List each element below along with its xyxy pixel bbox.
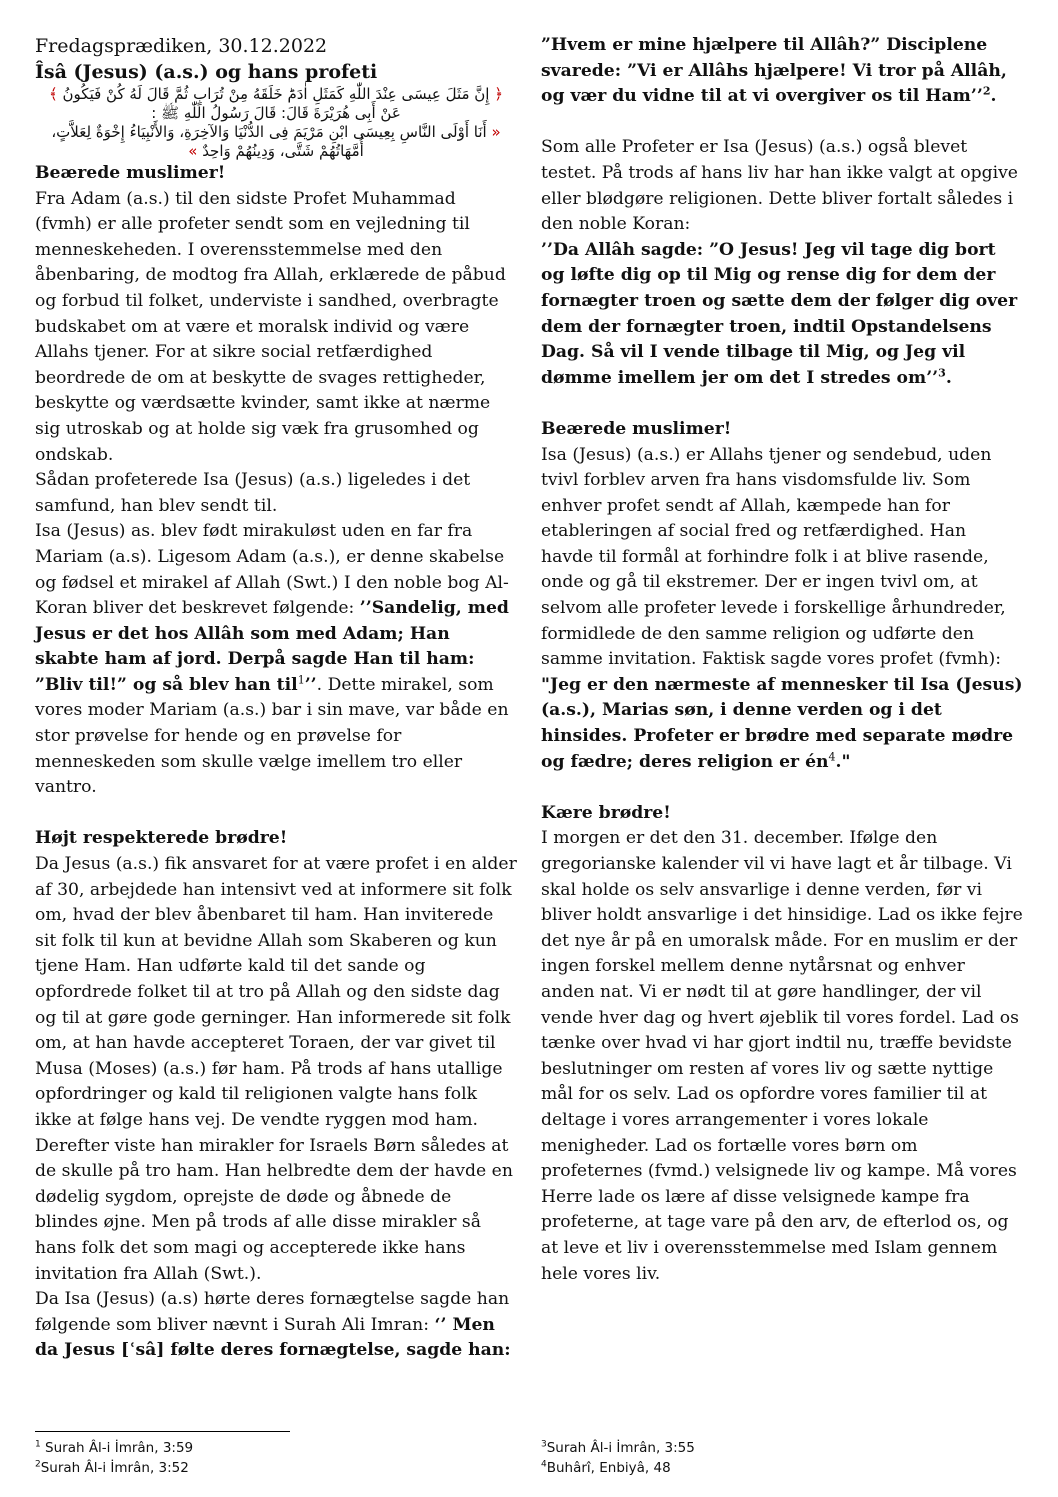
quran-quote-3-55	[541, 238, 1023, 392]
paragraph-prophets: Fra Adam (a.s.) til den sidste Profet Muhammad (fvmh) er alle profeter sendt som en vejledning til menneskeheden. I overensstemmelse med den åbenbaring, de modtog fra Allah, erklærede de påbud og forbud til folket, underviste i sandhed, overbragte budskabet om at være et moralsk individ og være Allahs tjener. For at sikre social retfærdighed beordrede de om at beskytte de svages rettigheder, beskytte og værdsætte kvinder, samt ikke at nærme sig utroskab og at holde sig væk fra grusomhed og ondskab.	[35, 188, 506, 465]
arabic-hadith-text: أَنَا أَوْلَى النَّاسِ بِعِيسَى ابْنِ مَرْيَمَ فِى الدُّنْيَا وَالآخِرَةِ، وَالأَنْبِيَاءُ إِخْوَةٌ لِعَلاَّتٍ، أُمَّهَاتُهُمْ شَتَّى، وَدِينُهُمْ وَاحِدٌ	[51, 123, 487, 160]
paragraph-miracles: Derefter viste han mirakler for Israels Børn således at de skulle på tro ham. Han helbredte dem der havde en dødelig sygdom, oprejste de døde og åbnede de blindes øjne. Men på trods af alle disse mirakler så hans folk det som magi og accepterede ikke hans invitation fra Allah (Swt.).	[35, 1135, 513, 1284]
hadith-quote-close: »	[188, 142, 198, 160]
sermon-date: Fredagsprædiken, 30.12.2022	[35, 35, 328, 57]
footnote-number: 2	[35, 1459, 41, 1470]
text-segment: . Dette mirakel, som vores moder Mariam (a.s.) bar i sin mave, var både en stor prøvelse for hende og en prøvelse for menneskeden som skulle vælge imellem tro eller vantro.	[35, 674, 509, 798]
footnote-text: Buhârî, Enbiyâ, 48	[546, 1460, 671, 1476]
footnote-number: 3	[541, 1439, 547, 1450]
footnote-separator	[35, 1431, 290, 1432]
footnote-ref-2: 2	[982, 84, 991, 98]
arabic-quran-verse	[35, 85, 517, 104]
text-segment: ”Hvem er mine hjælpere til Allâh?” Disciplene svarede: ”Vi er Allâhs hjælpere! Vi tror på Allâh, og vær du vidne til at vi overgiver os til Ham	[541, 35, 1007, 107]
hadith-quote: Jeg er den nærmeste af mennesker til Isa (Jesus) (a.s.), Marias søn, i denne verden og i det hinsides. Profeter er brødre med separate mødre og fædre; deres religion er én	[541, 674, 1023, 772]
paragraph-miracle-birth	[35, 519, 517, 801]
text-segment: ’’Da Allâh sagde: ”O Jesus! Jeg vil tage dig bort og løfte dig op til Mig og rense dig for dem der fornægter troen og sætte dem der følger dig over dem der fornægter troen, indtil Opstandelsens Dag. Så vil I vende tilbage til Mig, og Jeg vil dømme imellem jer om det I stredes om	[541, 239, 1018, 388]
paragraph-tested: Som alle Profeter er Isa (Jesus) (a.s.) også blevet testet. På trods af hans liv har han ikke valgt at opgive eller blødgøre religionen. Dette bliver fortalt således i den noble Koran:	[541, 137, 1018, 235]
quran-quote-3-59: Sandelig, med Jesus er det hos Allâh som med Adam; Han skabte ham af jord. Derpå sagde Han til ham: ”Bliv til!” og så blev han til	[35, 598, 509, 695]
heading-honored-muslims-2: Beærede muslimer!	[541, 418, 732, 439]
paragraph-isa-society: Sådan profeterede Isa (Jesus) (a.s.) ligeledes i det samfund, han blev sendt til.	[35, 470, 471, 516]
heading-respected-brothers: Højt respekterede brødre!	[35, 828, 288, 849]
footnote-ref-3: 3	[938, 365, 946, 379]
arabic-narrator: عَنْ أَبِى هُرَيْرَةَ قَالَ: قَالَ رَسُولُ اللّٰهِ ﷺ :	[151, 104, 401, 122]
footnote-ref-4: 4	[828, 749, 836, 763]
quote-close: ’’	[970, 86, 983, 107]
footnote-number: 1	[35, 1439, 41, 1450]
arabic-quran-text: إِنَّ مَثَلَ عِيسَى عِنْدَ اللّٰهِ كَمَثَلِ اٰدَمَؕ خَلَقَهُ مِنْ تُرَابٍ ثُمَّ قَالَ لَهُ كُنْ فَيَكُونُ	[62, 85, 490, 103]
left-column	[35, 33, 517, 1364]
footnote-2	[35, 1459, 189, 1477]
quran-quote-3-52-start: Men da Jesus [ʿsâ] følte deres fornægtelse, sagde han:	[35, 1314, 511, 1361]
paragraph-legacy	[541, 443, 1023, 776]
sermon-title: Îsâ (Jesus) (a.s.) og hans profeti	[35, 61, 378, 83]
heading-honored-muslims: Beærede muslimer!	[35, 163, 226, 183]
text-segment: Isa (Jesus) as. blev født mirakuløst uden en far fra Mariam (a.s). Ligesom Adam (a.s.), er denne skabelse og fødsel et mirakel af Allah (Swt.) I den noble bog Al-Koran bliver det beskrevet følgende:	[35, 521, 509, 619]
quran-bracket-open: ﴿	[494, 85, 504, 103]
paragraph-jesus-mission: Da Jesus (a.s.) fik ansvaret for at være profet i en alder af 30, arbejdede han intensivt ved at informere sit folk om, hvad der blev åbenbaret til ham. Han inviterede sit folk til kun at bevidne Allah som Skaberen og kun tjene Ham. Han udførte kald til det sande og opfordrede folket til at tro på Allah og den sidste dag og til at gøre gode gerninger. Han informerede sit folk om, at han havde accepteret Toraen, der var givet til Musa (Moses) (a.s.) før ham. På trods af hans utallige opfordringer og kald til religionen valgte hans folk ikke at følge hans vej. De vendte ryggen mod ham.	[35, 854, 517, 1130]
arabic-hadith	[35, 123, 517, 161]
footnote-3	[541, 1439, 695, 1457]
quote-open: ‘’	[434, 1314, 447, 1335]
footnote-text: Surah Âl-i İmrân, 3:52	[40, 1460, 189, 1476]
quote-open: "	[541, 674, 550, 695]
footnote-text: Surah Âl-i İmrân, 3:55	[546, 1440, 695, 1456]
quote-close: ."	[835, 751, 851, 772]
paragraph-new-year: I morgen er det den 31. december. Ifølge den gregorianske kalender vil vi have lagt et år tilbage. Vi skal holde os selv ansvarlige i denne verden, før vi bliver holdt ansvarlige i det hinsidige. Lad os ikke fejre det nye år på en umoralsk måde. For en muslim er der ingen forskel mellem denne nytårsnat og enhver anden nat. Vi er nødt til at gøre handlinger, der vil vende hver dag og hvert øjeblik til vores fordel. Lad os tænke over hvad vi har gjort indtil nu, træffe bevidste beslutninger om resten af vores liv og sætte nyttige mål for os selv. Lad os opfordre vores familier til at deltage i vores arrangementer i vores lokale menigheder. Lad os fortælle vores børn om profeternes (fvmd.) velsignede liv og kampe. Må vores Herre lade os lære af disse velsignede kampe fra profeterne, at tage vare på den arv, de efterlod os, og at leve et liv i overensstemmelse med Islam gennem hele vores liv.	[541, 828, 1023, 1284]
footnote-number: 4	[541, 1459, 547, 1470]
text-segment: Da Isa (Jesus) (a.s) hørte deres fornægtelse sagde han følgende som bliver nævnt i Surah Ali Imran:	[35, 1289, 510, 1335]
paragraph-denial	[35, 1287, 517, 1364]
footnote-1	[35, 1439, 193, 1457]
text-segment: .	[945, 367, 952, 388]
footnote-ref-1: 1	[297, 673, 305, 687]
quote-close: ’’	[304, 674, 317, 695]
quran-bracket-close: ﴾	[48, 85, 58, 103]
quran-quote-3-52-end	[541, 33, 1023, 110]
footnote-text: Surah Âl-i İmrân, 3:59	[40, 1440, 194, 1456]
quote-open: ’’	[359, 598, 372, 619]
hadith-quote-open: «	[491, 123, 501, 141]
text-segment: .	[990, 86, 997, 107]
quote-close: ’’	[926, 367, 939, 388]
right-column	[541, 33, 1023, 1287]
heading-dear-brothers: Kære brødre!	[541, 802, 671, 823]
text-segment: Isa (Jesus) (a.s.) er Allahs tjener og sendebud, uden tvivl forblev arven fra hans visdomsfulde liv. Som enhver profet sendt af Allah, kæmpede han for etableringen af social fred og retfærdighed. Han havde til formål at forhindre folk i at blive rasende, onde og gå til ekstremer. Der er ingen tvivl om, at selvom alle profeter levede i forskellige århundreder, formidlede de den samme religion og udførte den samme invitation. Faktisk sagde vores profet (fvmh):	[541, 444, 1006, 670]
footnote-4	[541, 1459, 671, 1477]
